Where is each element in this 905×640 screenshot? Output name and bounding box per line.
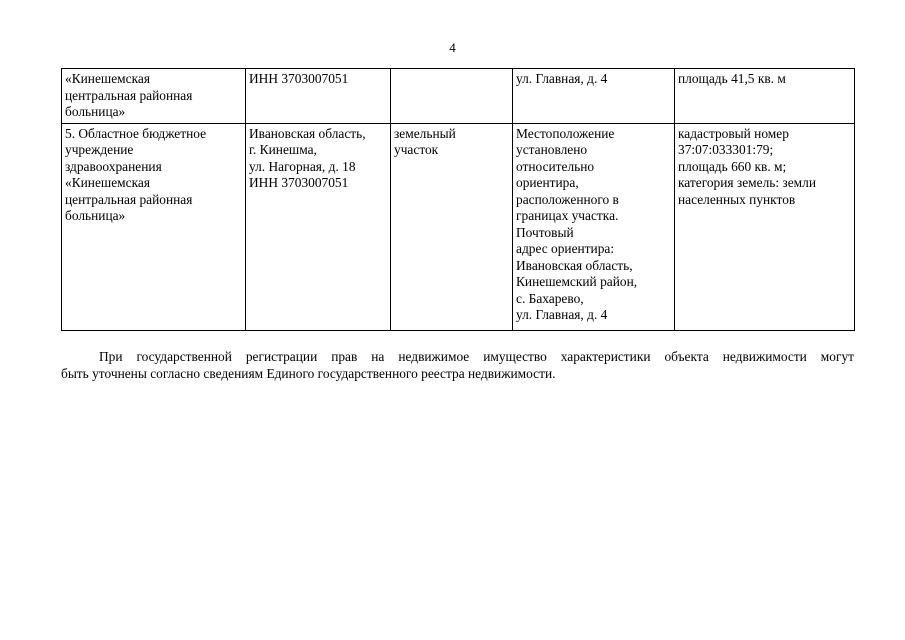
cell-characteristics bbox=[675, 69, 855, 124]
text-line: участок bbox=[394, 142, 439, 157]
text-line: установлено bbox=[516, 142, 588, 157]
text-line: ориентира, bbox=[516, 175, 579, 190]
cell-object-type bbox=[391, 69, 513, 124]
text-line: площадь 660 кв. м; bbox=[678, 158, 787, 174]
page-number: 4 bbox=[449, 40, 456, 55]
text-line: границах участка. bbox=[516, 208, 619, 223]
cell-characteristics bbox=[675, 123, 855, 330]
cell-object-type bbox=[391, 123, 513, 330]
text-line: центральная районная bbox=[65, 191, 193, 207]
text-line: Местоположение bbox=[516, 125, 615, 141]
cell-institution-name bbox=[62, 69, 246, 124]
cell-location bbox=[513, 123, 675, 330]
text-line: земельный bbox=[394, 125, 456, 141]
table-row bbox=[62, 123, 855, 330]
text-line: 5. Областное бюджетное bbox=[65, 125, 207, 141]
text-line: ул. Главная, д. 4 bbox=[516, 307, 608, 322]
text-line: «Кинешемская bbox=[65, 175, 150, 190]
text-line: здравоохранения bbox=[65, 158, 162, 174]
text-line: с. Бахарево, bbox=[516, 290, 584, 306]
text-line: ул. Главная, д. 4 bbox=[516, 71, 608, 86]
text-line: «Кинешемская bbox=[65, 71, 150, 86]
text-line: ИНН 3703007051 bbox=[249, 175, 349, 190]
registration-note bbox=[61, 348, 854, 382]
text-line: 37:07:033301:79; bbox=[678, 142, 774, 157]
text-line: Ивановская область, bbox=[516, 257, 633, 273]
text-line: больница» bbox=[65, 104, 126, 119]
cell-institution-name bbox=[62, 123, 246, 330]
table-row bbox=[62, 69, 855, 124]
text-line: Кинешемский район, bbox=[516, 274, 638, 289]
text-line: ИНН 3703007051 bbox=[249, 71, 349, 86]
text-line: ул. Нагорная, д. 18 bbox=[249, 158, 356, 174]
text-line: Ивановская область, bbox=[249, 125, 366, 141]
cell-address bbox=[246, 123, 391, 330]
text-line: населенных пунктов bbox=[678, 191, 796, 207]
text-line: относительно bbox=[516, 158, 595, 174]
text-line: площадь 41,5 кв. м bbox=[678, 71, 786, 86]
text-line: г. Кинешма, bbox=[249, 142, 317, 157]
cell-location bbox=[513, 69, 675, 124]
text-line: категория земель: земли bbox=[678, 175, 816, 190]
text-line: кадастровый номер bbox=[678, 125, 789, 141]
cell-address bbox=[246, 69, 391, 124]
paragraph-line: При государственной регистрации прав на недвижимое имущество характеристики объекта недвижимости могут bbox=[99, 349, 854, 364]
text-line: расположенного в bbox=[516, 191, 619, 207]
text-line: адрес ориентира: bbox=[516, 241, 615, 256]
text-line: центральная районная bbox=[65, 87, 193, 103]
paragraph-line: быть уточнены согласно сведениям Единого государственного реестра недвижимости. bbox=[61, 366, 556, 381]
property-table bbox=[61, 68, 855, 331]
text-line: Почтовый bbox=[516, 224, 574, 240]
text-line: больница» bbox=[65, 208, 126, 223]
text-line: учреждение bbox=[65, 142, 134, 157]
